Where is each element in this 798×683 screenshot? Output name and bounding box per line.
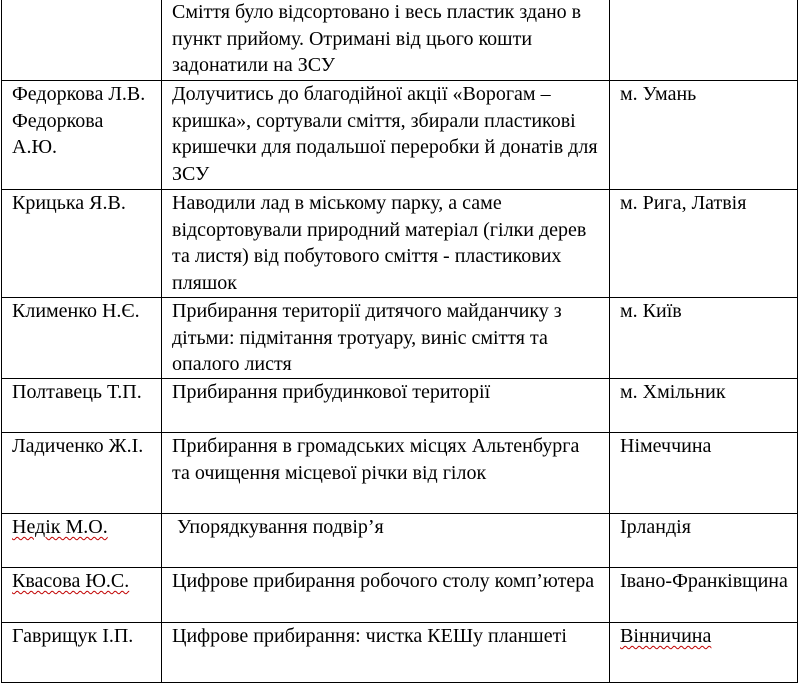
activity-description: Цифрове прибирання: чистка КЕШу планшеті [172, 625, 567, 647]
activity-place: м. Умань [620, 83, 697, 105]
activity-description: Прибирання території дитячого майданчику з дітьми: підмітання тротуару, виніс сміття та опалого листя [172, 300, 562, 375]
activity-place: м. Київ [620, 300, 682, 322]
name-cell [2, 81, 162, 190]
description-cell [162, 81, 610, 190]
participant-name: Недік М.О. [12, 516, 108, 538]
description-cell [162, 623, 610, 683]
description-cell [162, 379, 610, 433]
place-cell [610, 379, 798, 433]
table-row [2, 568, 798, 623]
name-cell [2, 379, 162, 433]
activity-place: Вінничина [620, 625, 712, 647]
description-cell [162, 433, 610, 514]
participant-name: Федоркова Л.В. Федоркова А.Ю. [12, 83, 146, 158]
name-cell [2, 190, 162, 298]
table-row [2, 0, 798, 81]
activity-description: Упорядкування подвір’я [172, 516, 384, 538]
activity-description: Цифрове прибирання робочого столу комп’ютера [172, 570, 595, 592]
name-cell [2, 298, 162, 379]
table-row [2, 81, 798, 190]
place-cell [610, 81, 798, 190]
activity-description: Прибирання в громадських місцях Альтенбурга та очищення місцевої річки від гілок [172, 435, 580, 484]
participant-name: Полтавець Т.П. [12, 381, 142, 403]
name-cell [2, 623, 162, 683]
table-row [2, 298, 798, 379]
place-cell [610, 514, 798, 568]
participant-name: Гаврищук І.П. [12, 625, 134, 647]
participant-name: Крицька Я.В. [12, 192, 126, 214]
activities-table [1, 0, 798, 683]
name-cell [2, 433, 162, 514]
activity-description: Прибирання прибудинкової території [172, 381, 491, 403]
name-cell [2, 568, 162, 623]
name-cell [2, 514, 162, 568]
table-row [2, 379, 798, 433]
name-cell [2, 0, 162, 81]
description-cell [162, 514, 610, 568]
participant-name: Ладиченко Ж.І. [12, 435, 144, 457]
place-cell [610, 568, 798, 623]
activity-place: м. Рига, Латвія [620, 192, 747, 214]
activity-place: Німеччина [620, 435, 712, 457]
place-cell [610, 298, 798, 379]
place-cell [610, 623, 798, 683]
activity-place: м. Хмільник [620, 381, 726, 403]
description-cell [162, 298, 610, 379]
activity-place: Івано-Франківщина [620, 570, 788, 592]
participant-name: Клименко Н.Є. [12, 300, 140, 322]
description-cell [162, 0, 610, 81]
table-row [2, 623, 798, 683]
place-cell [610, 190, 798, 298]
place-cell [610, 433, 798, 514]
description-cell [162, 190, 610, 298]
description-cell [162, 568, 610, 623]
activity-description: Долучитись до благодійної акції «Ворогам – кришка», сортували сміття, збирали пластикові кришечки для подальшої переробки й донатів для ЗСУ [172, 83, 598, 185]
participant-name: Квасова Ю.С. [12, 570, 130, 592]
table-row [2, 190, 798, 298]
activity-place: Ірландія [620, 516, 691, 538]
table-row [2, 433, 798, 514]
activity-description: Сміття було відсортовано і весь пластик здано в пункт прийому. Отримані від цього кошти задонатили на ЗСУ [172, 1, 582, 76]
activity-description: Наводили лад в міському парку, а саме відсортовували природний матеріал (гілки дерев та листя) від побутового сміття - пластикових пляшок [172, 192, 587, 294]
table-row [2, 514, 798, 568]
place-cell [610, 0, 798, 81]
